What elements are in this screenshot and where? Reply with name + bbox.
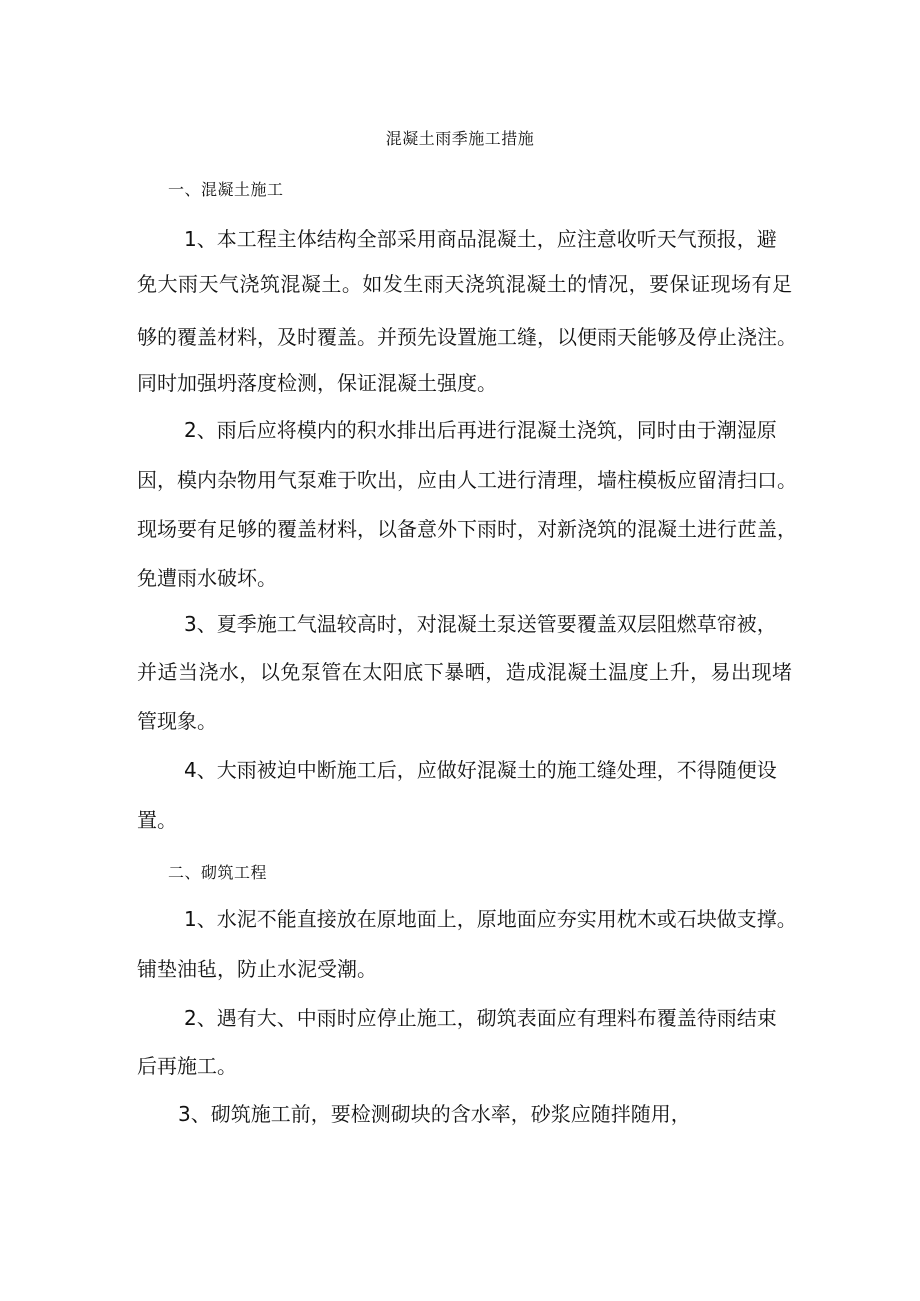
document-title: 混凝土雨季施工措施 — [385, 129, 535, 148]
paragraph-line: 因，模内杂物用气泵难于吹出，应由人工进行清理，墙柱模板应留清扫口。 — [137, 468, 797, 492]
paragraph-line: 置。 — [137, 808, 177, 832]
paragraph-line: 同时加强坍落度检测，保证混凝土强度。 — [137, 371, 497, 395]
paragraph-line: 3、夏季施工气温较高时，对混凝土泵送管要覆盖双层阻燃草帘被， — [184, 612, 777, 636]
paragraph-line: 1、水泥不能直接放在原地面上，原地面应夯实用枕木或石块做支撑。 — [184, 907, 797, 931]
paragraph-line: 免遭雨水破坏。 — [137, 566, 277, 590]
paragraph-line: 并适当浇水，以免泵管在太阳底下暴晒，造成混凝土温度上升，易出现堵 — [137, 660, 792, 684]
paragraph-line: 够的覆盖材料，及时覆盖。并预先设置施工缝，以便雨天能够及停止浇注。 — [137, 325, 797, 349]
paragraph-line: 现场要有足够的覆盖材料，以备意外下雨时，对新浇筑的混凝土进行苉盖， — [137, 517, 797, 541]
paragraph-line: 后再施工。 — [137, 1054, 237, 1078]
section-heading-concrete: 一、混凝土施工 — [168, 180, 284, 199]
paragraph-line: 免大雨天气浇筑混凝土。如发生雨天浇筑混凝土的情况，要保证现场有足 — [137, 272, 792, 296]
paragraph-line: 2、雨后应将模内的积水排出后再进行混凝土浇筑，同时由于潮湿原 — [184, 418, 777, 442]
paragraph-line: 2、遇有大、中雨时应停止施工，砌筑表面应有理料布覆盖待雨结束 — [184, 1006, 777, 1030]
paragraph-line: 3、砌筑施工前，要检测砌块的含水率，砂浆应随拌随用， — [178, 1102, 691, 1126]
paragraph-line: 4、大雨被迫中断施工后，应做好混凝土的施工缝处理，不得随便设 — [184, 758, 777, 782]
paragraph-line: 1、本工程主体结构全部采用商品混凝土，应注意收听天气预报，避 — [184, 227, 777, 251]
paragraph-line: 铺垫油毡，防止水泥受潮。 — [137, 957, 377, 981]
section-heading-masonry: 二、砌筑工程 — [168, 863, 268, 882]
paragraph-line: 管现象。 — [137, 709, 217, 733]
